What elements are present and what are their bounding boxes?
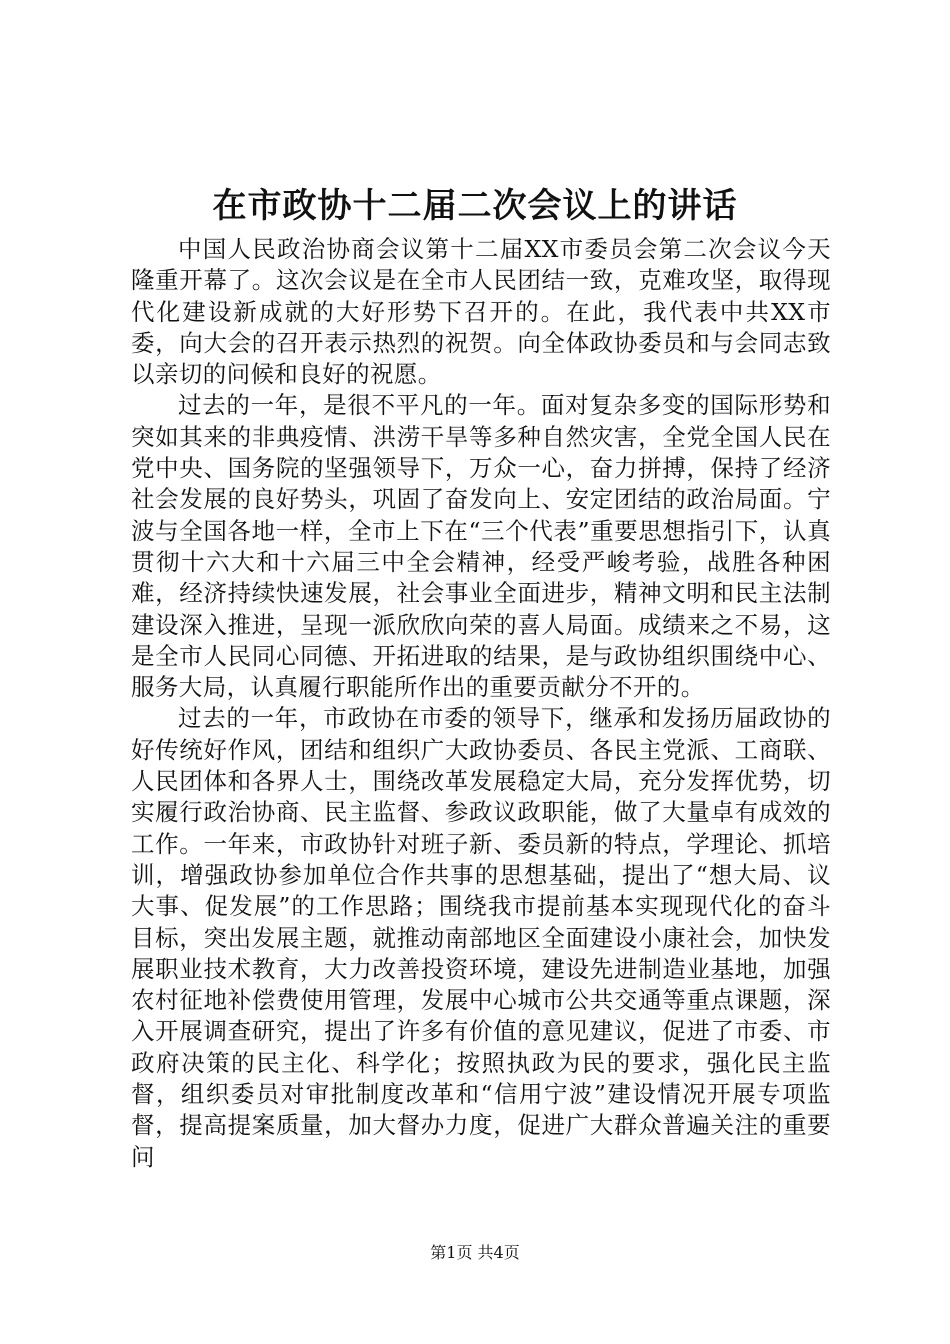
document-title: 在市政协十二届二次会议上的讲话 (212, 186, 738, 226)
paragraph-2: 过去的一年，是很不平凡的一年。面对复杂多变的国际形势和突如其来的非典疫情、洪涝干旱等多种自然灾害，全党全国人民在党中央、国务院的坚强领导下，万众一心，奋力拼搏，保持了经济社会发展的良好势头，巩固了奋发向上、安定团结的政治局面。宁波与全国各地一样，全市上下在“三个代表”重要思想指引下，认真贯彻十六大和十六届三中全会精神，经受严峻考验，战胜各种困难，经济持续快速发展，社会事业全面进步，精神文明和民主法制建设深入推进，呈现一派欣欣向荣的喜人局面。成绩来之不易，这是全市人民同心同德、开拓进取的结果，是与政协组织围绕中心、服务大局，认真履行职能所作出的重要贡献分不开的。 (131, 391, 831, 702)
paragraph-1: 中国人民政治协商会议第十二届XX市委员会第二次会议今天隆重开幕了。这次会议是在全市人民团结一致，克难攻坚，取得现代化建设新成就的大好形势下召开的。在此，我代表中共XX市委，向大会的召开表示热烈的祝贺。向全体政协委员和与会同志致以亲切的问候和良好的祝愿。 (131, 235, 831, 389)
page-number-indicator: 第1页 共4页 (430, 1243, 520, 1262)
page-footer (0, 1242, 950, 1264)
document-body (131, 234, 831, 1173)
paragraph-3: 过去的一年，市政协在市委的领导下，继承和发扬历届政协的好传统好作风，团结和组织广大政协委员、各民主党派、工商联、人民团体和各界人士，围绕改革发展稳定大局，充分发挥优势，切实履行政治协商、民主监督、参政议政职能，做了大量卓有成效的工作。一年来，市政协针对班子新、委员新的特点，学理论、抓培训，增强政协参加单位合作共事的思想基础，提出了“想大局、议大事、促发展”的工作思路；围绕我市提前基本实现现代化的奋斗目标，突出发展主题，就推动南部地区全面建设小康社会，加快发展职业技术教育，大力改善投资环境，建设先进制造业基地，加强农村征地补偿费使用管理，发展中心城市公共交通等重点课题，深入开展调查研究，提出了许多有价值的意见建议，促进了市委、市政府决策的民主化、科学化；按照执政为民的要求，强化民主监督，组织委员对审批制度改革和“信用宁波”建设情况开展专项监督，提高提案质量，加大督办力度，促进广大群众普遍关注的重要问 (131, 704, 831, 1171)
